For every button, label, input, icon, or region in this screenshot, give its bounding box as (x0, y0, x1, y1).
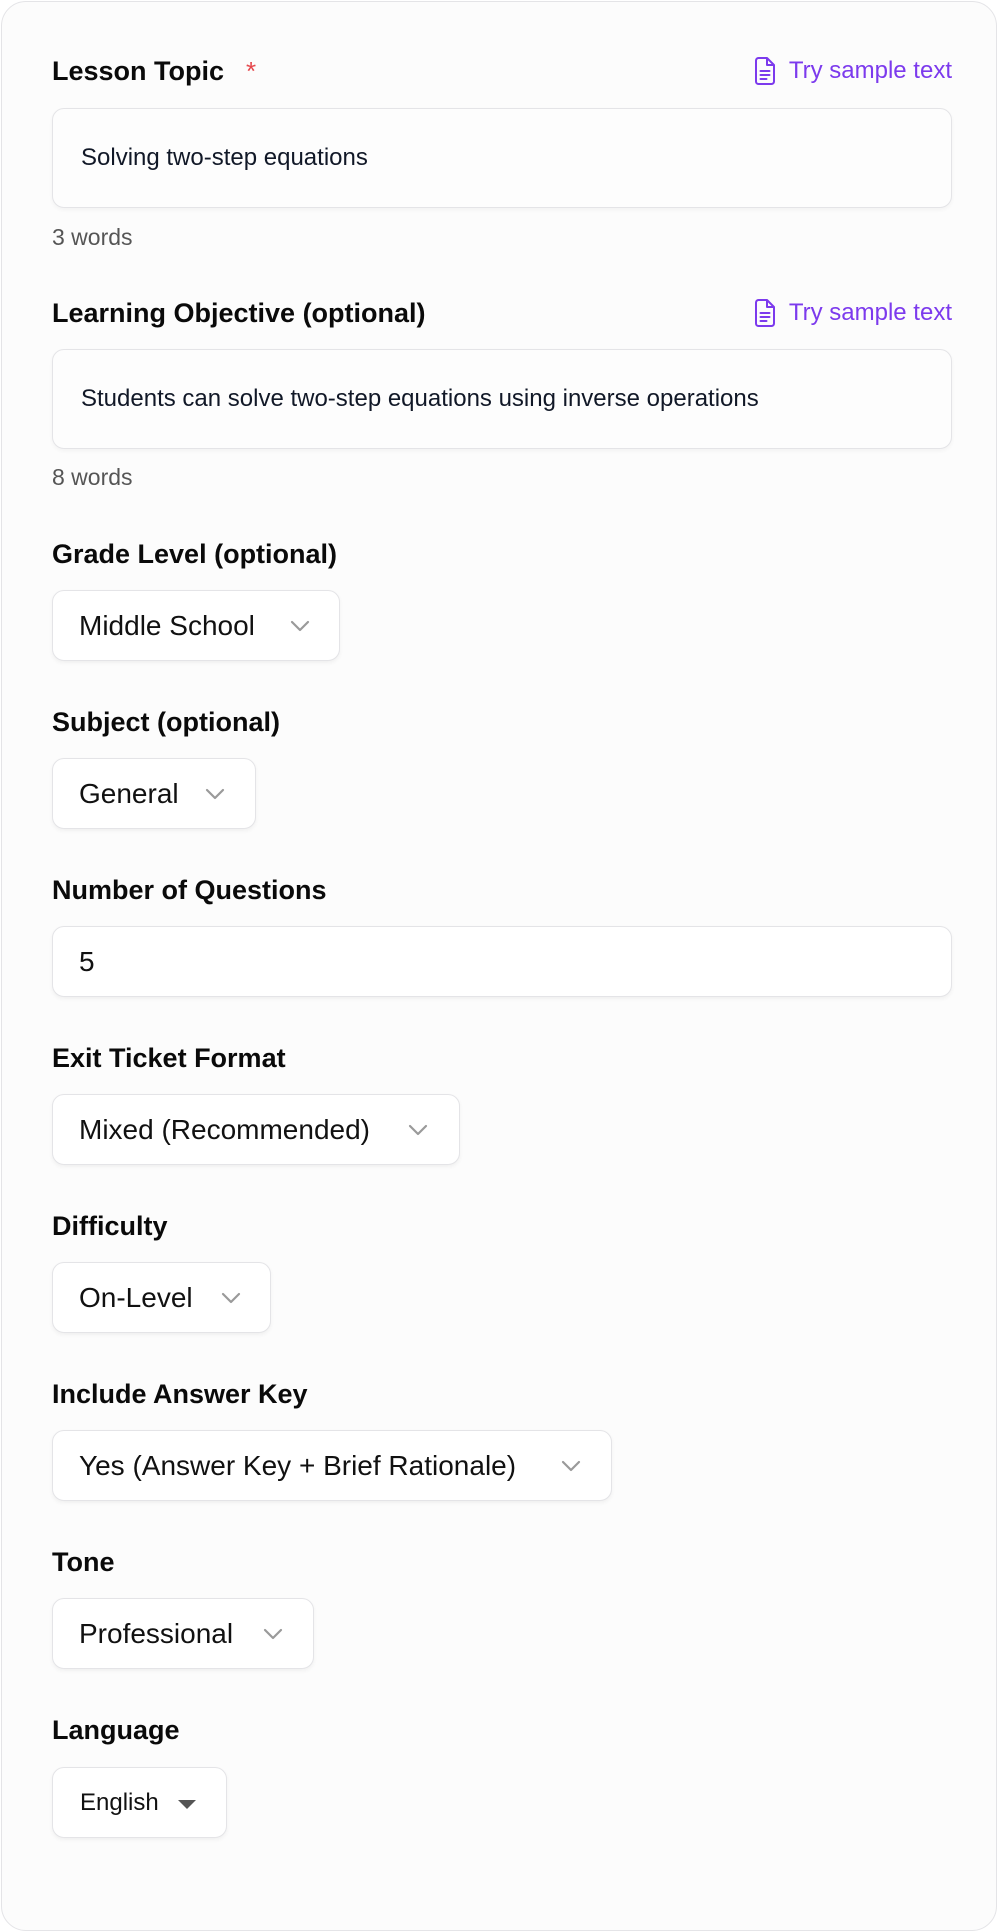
number-of-questions-input[interactable]: 5 (52, 926, 952, 997)
exit-ticket-format-field (52, 1040, 952, 1168)
learning-objective-try-sample-button[interactable] (753, 295, 952, 331)
lesson-topic-input[interactable]: Solving two-step equations (52, 108, 952, 208)
learning-objective-input[interactable]: Students can solve two-step equations using inverse operations (52, 349, 952, 449)
language-field (52, 1712, 952, 1840)
exit-ticket-format-select[interactable] (52, 1094, 460, 1165)
learning-objective-word-count: 8 words (52, 464, 133, 490)
form-card (1, 1, 997, 1931)
chevron-down-icon (561, 1460, 581, 1472)
language-label: Language (52, 1715, 180, 1745)
subject-field (52, 704, 952, 832)
tone-label-row (52, 1544, 952, 1580)
answer-key-label: Include Answer Key (52, 1379, 308, 1409)
learning-objective-label-row (52, 295, 952, 331)
language-select[interactable] (52, 1767, 227, 1838)
number-of-questions-label: Number of Questions (52, 875, 327, 905)
lesson-topic-label-text: Lesson Topic (52, 56, 225, 86)
subject-select[interactable] (52, 758, 256, 829)
learning-objective-label: Learning Objective (optional) (52, 298, 426, 328)
tone-label: Tone (52, 1547, 115, 1577)
grade-level-label: Grade Level (optional) (52, 539, 338, 569)
tone-select[interactable] (52, 1598, 314, 1669)
number-of-questions-field (52, 872, 952, 1000)
difficulty-select[interactable] (52, 1262, 271, 1333)
exit-ticket-format-label-row (52, 1040, 952, 1076)
tone-value: Professional (79, 1617, 234, 1649)
difficulty-label: Difficulty (52, 1211, 168, 1241)
answer-key-label-row (52, 1376, 952, 1412)
grade-level-value: Middle School (79, 609, 255, 641)
answer-key-value: Yes (Answer Key + Brief Rationale) (79, 1449, 517, 1481)
exit-ticket-format-label: Exit Ticket Format (52, 1043, 286, 1073)
chevron-down-icon (408, 1124, 428, 1136)
language-label-row (52, 1712, 952, 1748)
document-icon (753, 57, 777, 85)
required-marker: * (246, 56, 257, 86)
chevron-down-icon (290, 620, 310, 632)
number-of-questions-label-row (52, 872, 952, 908)
try-sample-label: Try sample text (788, 57, 952, 84)
caret-down-icon (177, 1799, 197, 1810)
subject-label: Subject (optional) (52, 707, 280, 737)
subject-label-row (52, 704, 952, 740)
learning-objective-field (52, 295, 952, 490)
language-value: English (80, 1788, 159, 1816)
lesson-topic-try-sample-button[interactable] (753, 53, 952, 89)
difficulty-field (52, 1208, 952, 1336)
grade-level-select[interactable] (52, 590, 340, 661)
exit-ticket-format-value: Mixed (Recommended) (79, 1113, 370, 1145)
grade-level-field (52, 536, 952, 664)
subject-value: General (79, 777, 179, 809)
difficulty-label-row (52, 1208, 952, 1244)
chevron-down-icon (221, 1292, 241, 1304)
difficulty-value: On-Level (79, 1281, 193, 1313)
grade-level-label-row (52, 536, 952, 572)
chevron-down-icon (205, 788, 225, 800)
answer-key-field (52, 1376, 952, 1504)
lesson-topic-word-count: 3 words (52, 224, 133, 250)
answer-key-select[interactable] (52, 1430, 612, 1501)
lesson-topic-label (52, 53, 256, 89)
document-icon (753, 299, 777, 327)
tone-field (52, 1544, 952, 1672)
lesson-topic-label-row (52, 53, 952, 89)
chevron-down-icon (263, 1628, 283, 1640)
lesson-topic-field (52, 53, 952, 250)
try-sample-label: Try sample text (788, 299, 952, 326)
